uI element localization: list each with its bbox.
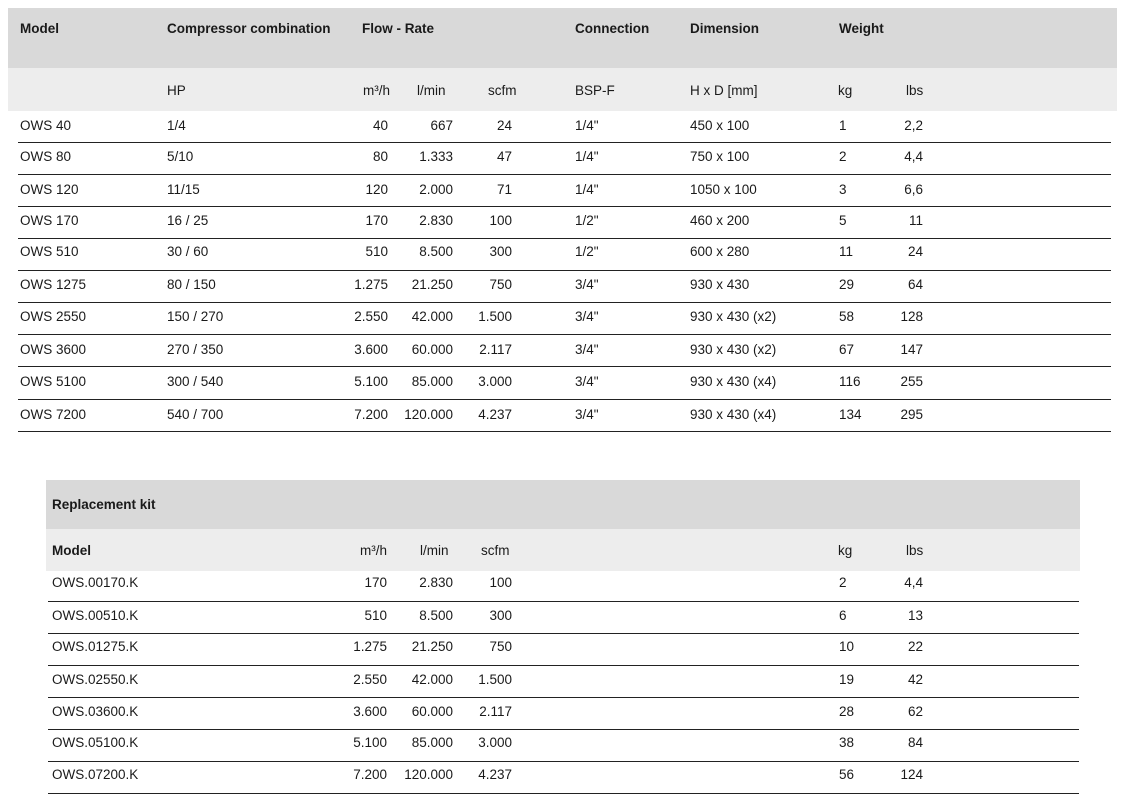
kit-row-model: OWS.07200.K [52, 767, 139, 782]
table-row-m3h: 2.550 [354, 309, 388, 324]
table-row-model: OWS 3600 [20, 342, 87, 357]
kit-row-scfm: 750 [489, 639, 512, 654]
row-divider [18, 206, 1111, 207]
kit-header-lmin: l/min [420, 543, 449, 558]
table-row-lbs: 295 [900, 407, 923, 422]
header-dimension: Dimension [690, 21, 760, 36]
unit-lbs: lbs [906, 83, 924, 98]
kit-header-kg: kg [838, 543, 853, 558]
kit-row-lmin: 8.500 [419, 608, 453, 623]
table-row-kg: 67 [839, 342, 855, 357]
table-row-dimension: 930 x 430 [690, 277, 750, 292]
header-connection: Connection [575, 21, 650, 36]
table-row-connection: 3/4" [575, 407, 599, 422]
kit-header-scfm: scfm [481, 543, 510, 558]
kit-row-lbs: 62 [907, 704, 923, 719]
table-row-m3h: 7.200 [354, 407, 388, 422]
unit-m3h: m³/h [363, 83, 390, 98]
unit-scfm: scfm [488, 83, 517, 98]
table-row-m3h: 1.275 [354, 277, 388, 292]
header-weight: Weight [839, 21, 884, 36]
kit-table-title: Replacement kit [52, 497, 156, 512]
row-divider [48, 761, 1079, 762]
table-row-dimension: 930 x 430 (x2) [690, 342, 777, 357]
kit-row-model: OWS.00510.K [52, 608, 139, 623]
table-row-lmin: 1.333 [419, 149, 453, 164]
table-row-dimension: 460 x 200 [690, 213, 750, 228]
table-row-kg: 2 [839, 149, 847, 164]
table-row-lbs: 2,2 [904, 118, 923, 133]
table-row-scfm: 750 [489, 277, 512, 292]
row-divider [48, 697, 1079, 698]
kit-row-lmin: 85.000 [411, 735, 453, 750]
table-row-hp: 30 / 60 [167, 244, 209, 259]
table-row-hp: 150 / 270 [167, 309, 224, 324]
table-row-dimension: 1050 x 100 [690, 182, 757, 197]
table-row-lmin: 42.000 [411, 309, 453, 324]
table-row-model: OWS 40 [20, 118, 72, 133]
main-table-group-header [8, 8, 1117, 68]
kit-row-m3h: 7.200 [353, 767, 387, 782]
row-divider [18, 334, 1111, 335]
table-row-lmin: 60.000 [411, 342, 453, 357]
table-row-m3h: 120 [365, 182, 388, 197]
kit-row-m3h: 2.550 [353, 672, 387, 687]
row-divider [18, 270, 1111, 271]
table-row-connection: 3/4" [575, 342, 599, 357]
table-row-lmin: 8.500 [419, 244, 453, 259]
table-row-lbs: 64 [907, 277, 923, 292]
kit-row-kg: 28 [839, 704, 855, 719]
table-row-lmin: 667 [430, 118, 453, 133]
kit-row-m3h: 3.600 [353, 704, 387, 719]
unit-lmin: l/min [417, 83, 446, 98]
table-row-lbs: 24 [907, 244, 923, 259]
table-row-lmin: 2.000 [419, 182, 453, 197]
row-divider [18, 142, 1111, 143]
table-row-model: OWS 120 [20, 182, 79, 197]
table-row-connection: 1/2" [575, 244, 599, 259]
row-divider [18, 238, 1111, 239]
row-divider [18, 302, 1111, 303]
unit-hp: HP [167, 83, 186, 98]
table-row-lmin: 2.830 [419, 213, 453, 228]
table-row-hp: 270 / 350 [167, 342, 224, 357]
table-row-m3h: 3.600 [354, 342, 388, 357]
kit-row-lmin: 21.250 [411, 639, 453, 654]
row-divider [48, 633, 1079, 634]
kit-row-lmin: 2.830 [419, 575, 453, 590]
kit-row-lbs: 84 [907, 735, 923, 750]
table-row-lbs: 11 [908, 213, 923, 228]
kit-row-scfm: 100 [489, 575, 512, 590]
table-row-kg: 29 [839, 277, 855, 292]
table-row-kg: 116 [839, 374, 861, 389]
table-row-hp: 5/10 [167, 149, 194, 164]
row-divider [48, 729, 1079, 730]
row-divider [48, 793, 1079, 794]
header-compressor-combination: Compressor combination [167, 21, 331, 36]
table-row-lbs: 128 [900, 309, 923, 324]
kit-table-header-band [46, 529, 1080, 571]
kit-table-title-band [46, 480, 1080, 529]
unit-bspf: BSP-F [575, 83, 615, 98]
table-row-model: OWS 5100 [20, 374, 87, 389]
row-divider [18, 174, 1111, 175]
table-row-hp: 300 / 540 [167, 374, 224, 389]
table-row-m3h: 170 [365, 213, 388, 228]
table-row-m3h: 40 [372, 118, 388, 133]
table-row-connection: 3/4" [575, 374, 599, 389]
kit-row-scfm: 1.500 [478, 672, 512, 687]
table-row-hp: 540 / 700 [167, 407, 224, 422]
kit-row-kg: 6 [839, 608, 847, 623]
kit-row-lmin: 60.000 [411, 704, 453, 719]
table-row-hp: 11/15 [167, 182, 200, 197]
row-divider [48, 665, 1079, 666]
kit-row-kg: 10 [839, 639, 855, 654]
table-row-dimension: 930 x 430 (x4) [690, 407, 777, 422]
kit-row-lmin: 120.000 [404, 767, 453, 782]
kit-row-scfm: 300 [489, 608, 512, 623]
row-divider [18, 399, 1111, 400]
kit-row-lbs: 13 [907, 608, 923, 623]
table-row-kg: 11 [839, 244, 854, 259]
table-row-scfm: 24 [496, 118, 512, 133]
table-row-scfm: 4.237 [478, 407, 512, 422]
kit-header-lbs: lbs [906, 543, 924, 558]
table-row-scfm: 71 [496, 182, 512, 197]
kit-row-scfm: 2.117 [479, 704, 512, 719]
table-row-lbs: 147 [900, 342, 923, 357]
table-row-model: OWS 510 [20, 244, 79, 259]
kit-row-m3h: 510 [364, 608, 387, 623]
table-row-connection: 3/4" [575, 277, 599, 292]
table-row-kg: 58 [839, 309, 855, 324]
table-row-model: OWS 1275 [20, 277, 87, 292]
table-row-lbs: 255 [900, 374, 923, 389]
table-row-dimension: 750 x 100 [690, 149, 750, 164]
row-divider [48, 601, 1079, 602]
kit-row-kg: 19 [839, 672, 855, 687]
table-row-dimension: 450 x 100 [690, 118, 750, 133]
kit-row-lmin: 42.000 [411, 672, 453, 687]
table-row-kg: 3 [839, 182, 847, 197]
kit-row-kg: 56 [839, 767, 855, 782]
kit-row-model: OWS.05100.K [52, 735, 139, 750]
kit-row-scfm: 3.000 [478, 735, 512, 750]
table-row-connection: 1/4" [575, 182, 599, 197]
table-row-dimension: 600 x 280 [690, 244, 750, 259]
table-row-lmin: 21.250 [411, 277, 453, 292]
kit-row-lbs: 42 [907, 672, 923, 687]
kit-row-lbs: 4,4 [904, 575, 923, 590]
kit-row-model: OWS.00170.K [52, 575, 139, 590]
table-row-lbs: 4,4 [904, 149, 923, 164]
kit-row-kg: 38 [839, 735, 855, 750]
kit-row-lbs: 124 [900, 767, 923, 782]
table-row-kg: 1 [839, 118, 847, 133]
kit-header-model: Model [52, 543, 91, 558]
kit-row-m3h: 1.275 [353, 639, 387, 654]
table-row-dimension: 930 x 430 (x2) [690, 309, 777, 324]
header-model: Model [20, 21, 59, 36]
table-row-connection: 1/4" [575, 118, 599, 133]
kit-row-model: OWS.01275.K [52, 639, 139, 654]
table-row-scfm: 100 [489, 213, 512, 228]
kit-row-scfm: 4.237 [478, 767, 512, 782]
header-flow-rate: Flow - Rate [362, 21, 435, 36]
kit-row-m3h: 170 [364, 575, 387, 590]
row-divider [18, 431, 1111, 432]
table-row-scfm: 2.117 [479, 342, 512, 357]
table-row-scfm: 3.000 [478, 374, 512, 389]
table-row-lmin: 120.000 [404, 407, 453, 422]
kit-row-m3h: 5.100 [353, 735, 387, 750]
kit-row-model: OWS.02550.K [52, 672, 139, 687]
kit-row-lbs: 22 [907, 639, 923, 654]
table-row-model: OWS 170 [20, 213, 79, 228]
kit-header-m3h: m³/h [360, 543, 387, 558]
table-row-scfm: 47 [496, 149, 512, 164]
table-row-connection: 1/2" [575, 213, 599, 228]
table-row-kg: 134 [839, 407, 862, 422]
table-row-model: OWS 2550 [20, 309, 87, 324]
table-row-m3h: 80 [372, 149, 388, 164]
table-row-scfm: 1.500 [478, 309, 512, 324]
table-row-model: OWS 80 [20, 149, 72, 164]
table-row-lbs: 6,6 [904, 182, 923, 197]
table-row-hp: 1/4 [167, 118, 186, 133]
table-row-hp: 80 / 150 [167, 277, 216, 292]
table-row-scfm: 300 [489, 244, 512, 259]
table-row-lmin: 85.000 [411, 374, 453, 389]
row-divider [18, 366, 1111, 367]
kit-row-kg: 2 [839, 575, 847, 590]
table-row-hp: 16 / 25 [167, 213, 209, 228]
unit-kg: kg [838, 83, 853, 98]
table-row-connection: 3/4" [575, 309, 599, 324]
table-row-connection: 1/4" [575, 149, 599, 164]
table-row-model: OWS 7200 [20, 407, 87, 422]
kit-row-model: OWS.03600.K [52, 704, 139, 719]
unit-hxd: H x D [mm] [690, 83, 758, 98]
table-row-dimension: 930 x 430 (x4) [690, 374, 777, 389]
table-row-kg: 5 [839, 213, 847, 228]
table-row-m3h: 5.100 [354, 374, 388, 389]
table-row-m3h: 510 [365, 244, 388, 259]
